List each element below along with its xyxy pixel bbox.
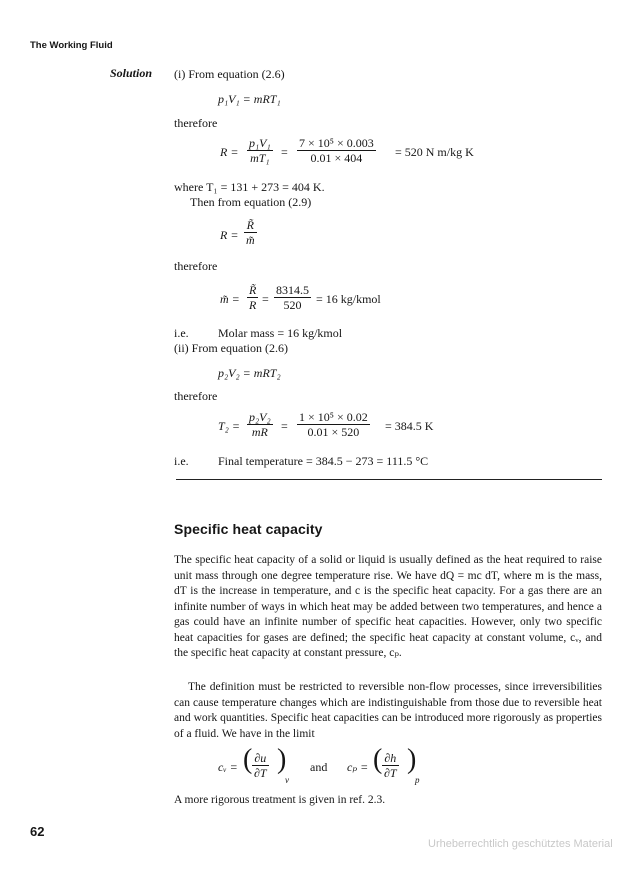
- eq4-frac2-numerator: 8314.5: [276, 283, 309, 297]
- cv-derivative: [252, 751, 269, 780]
- eq6-frac2-numerator: 1 × 10⁵ × 0.02: [299, 410, 368, 424]
- eq2-fraction-symbolic: [247, 136, 273, 165]
- eq4-frac1-denominator: R: [249, 298, 257, 312]
- eq3-denominator: m̃: [246, 233, 255, 247]
- eq4-frac1-numerator: R̃: [249, 283, 257, 297]
- eq6-fraction-symbolic: [247, 410, 273, 439]
- paragraph-2: [174, 680, 602, 742]
- eq4-equals: =: [262, 292, 269, 306]
- cp-derivative: [382, 751, 399, 780]
- cp-numerator: ∂h: [382, 751, 399, 766]
- cp-left-paren: (: [373, 744, 383, 775]
- eq4-result: = 16 kg/kmol: [316, 292, 381, 306]
- cp-subscript: p: [415, 775, 420, 785]
- step-2-heading: (ii) From equation (2.6): [174, 341, 288, 355]
- ie1-text: Molar mass = 16 kg/kmol: [218, 326, 343, 340]
- cv-right-paren: ): [277, 744, 287, 775]
- cv-denominator: ∂T: [254, 766, 267, 780]
- cp-lhs: cₚ =: [347, 760, 369, 774]
- where-line: where T₁ = 131 + 273 = 404 K.: [174, 180, 325, 194]
- cv-numerator: ∂u: [252, 751, 269, 766]
- eq2-fraction-numeric: [297, 136, 376, 165]
- eq3-lhs: R =: [220, 228, 239, 242]
- section-title: Specific heat capacity: [174, 521, 323, 537]
- and-word: and: [310, 760, 328, 774]
- ie2-label: i.e.: [174, 454, 189, 468]
- eq2-result: = 520 N m/kg K: [395, 145, 474, 159]
- eq6-frac1-denominator: mR: [251, 425, 268, 439]
- eq2-lhs: R =: [220, 145, 239, 159]
- eq2-frac2-numerator: 7 × 10⁵ × 0.003: [299, 136, 374, 150]
- cp-right-paren: ): [407, 744, 417, 775]
- then-line: Then from equation (2.9): [190, 195, 312, 209]
- eq2-frac1-numerator: p₁V₁: [249, 136, 271, 150]
- eq6-fraction-numeric: [297, 410, 370, 439]
- eq6-frac1-numerator: p₂V₂: [249, 410, 271, 424]
- step-1-heading: (i) From equation (2.6): [174, 67, 285, 81]
- ie1-label: i.e.: [174, 326, 189, 340]
- eq2-equals: =: [281, 145, 288, 159]
- solution-label: Solution: [110, 66, 153, 80]
- cv-left-paren: (: [243, 744, 253, 775]
- therefore-3: therefore: [174, 389, 218, 403]
- watermark: Urheberrechtlich geschütztes Material: [428, 838, 613, 850]
- eq2-frac1-denominator: mT₁: [250, 151, 270, 165]
- running-head: The Working Fluid: [30, 40, 113, 51]
- eq4-lhs: m̃ =: [220, 292, 240, 306]
- ie2-text: Final temperature = 384.5 − 273 = 111.5 °C: [218, 454, 429, 468]
- eq6-frac2-denominator: 0.01 × 520: [307, 425, 360, 439]
- eq6-equals: =: [281, 419, 288, 433]
- therefore-1: therefore: [174, 116, 218, 130]
- therefore-2: therefore: [174, 259, 218, 273]
- equation-5: p₂V₂ = mRT₂: [218, 366, 281, 380]
- eq6-lhs: T₂ =: [218, 419, 240, 433]
- eq4-fraction-symbolic: [247, 283, 258, 312]
- eq2-frac2-denominator: 0.01 × 404: [310, 151, 363, 165]
- cv-lhs: cᵥ =: [218, 760, 238, 774]
- eq4-frac2-denominator: 520: [283, 298, 302, 312]
- page-number: 62: [30, 824, 45, 839]
- eq6-result: = 384.5 K: [385, 419, 434, 433]
- cp-denominator: ∂T: [384, 766, 397, 780]
- eq4-fraction-numeric: [274, 283, 311, 312]
- paragraph-3: A more rigorous treatment is given in ref. 2.3.: [174, 794, 386, 806]
- eq3-fraction: [244, 218, 257, 247]
- paragraph-2-text: The definition must be restricted to reversible non-flow processes, since irreversibilities can cause temperature changes which are indistinguishable from those due to reversible heat and work quantities. Specific heat capacities can be introduced more rigorously as properties of a fluid. We have in the limit: [174, 681, 602, 740]
- eq3-numerator: R̃: [244, 218, 257, 233]
- equation-1: p₁V₁ = mRT₁: [218, 92, 281, 106]
- section-divider: [176, 479, 602, 480]
- paragraph-1: The specific heat capacity of a solid or liquid is usually defined as the heat required to raise unit mass through one degree temperature rise. We have dQ = mc dT, where m is the mass, dT is the increase in temperature, and c is the specific heat capacity. For a gas there are an infinite number of ways in which heat may be added between two temperatures, and hence a gas could have an infinite number of specific heat capacities. However, only two specific heat capacities for gases are defined; the specific heat capacity at constant volume, cᵥ, and the specific heat capacity at constant pressure, cₚ.: [174, 554, 602, 659]
- cv-subscript: v: [285, 775, 289, 785]
